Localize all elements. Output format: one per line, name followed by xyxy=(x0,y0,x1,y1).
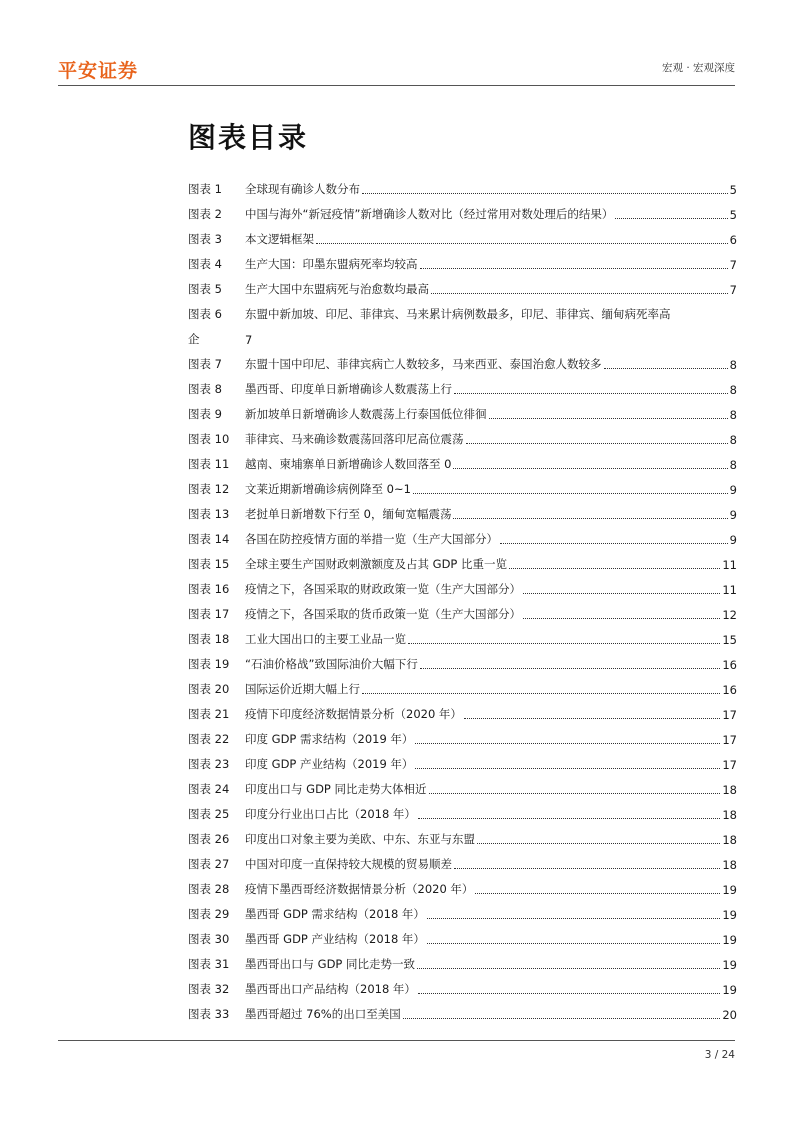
toc-text: 中国与海外“新冠疫情”新增确诊人数对比（经过常用对数处理后的结果） xyxy=(245,207,614,221)
toc-leader-dots xyxy=(413,492,728,494)
page-number: 3 / 24 xyxy=(704,1049,735,1061)
toc-label: 图表 14 xyxy=(188,532,230,546)
toc-page: 9 xyxy=(729,508,737,522)
toc-leader-dots xyxy=(427,942,720,944)
toc-text: 生产大国：印墨东盟病死率均较高 xyxy=(245,257,418,271)
toc-page: 9 xyxy=(729,533,737,547)
toc-page: 17 xyxy=(722,733,737,747)
toc-page: 16 xyxy=(722,683,737,697)
toc-entry[interactable] xyxy=(188,997,737,1022)
toc-leader-dots xyxy=(408,642,720,644)
toc-text: 新加坡单日新增确诊人数震荡上行泰国低位徘徊 xyxy=(245,407,487,421)
report-category: 宏观 · 宏观深度 xyxy=(661,62,735,74)
toc-leader-dots xyxy=(420,267,728,269)
toc-entry[interactable] xyxy=(188,922,737,947)
toc-page: 17 xyxy=(722,708,737,722)
toc-entry[interactable] xyxy=(188,172,737,197)
toc-text: 疫情下印度经济数据情景分析（2020 年） xyxy=(245,707,462,721)
toc-text: 东盟十国中印尼、菲律宾病亡人数较多，马来西亚、泰国治愈人数较多 xyxy=(245,357,602,371)
toc-leader-dots xyxy=(417,967,720,969)
toc-label: 图表 25 xyxy=(188,807,230,821)
toc-label: 图表 13 xyxy=(188,507,230,521)
toc-page: 15 xyxy=(722,633,737,647)
toc-entry[interactable] xyxy=(188,672,737,697)
toc-text: 疫情之下，各国采取的货币政策一览（生产大国部分） xyxy=(245,607,521,621)
toc-leader-dots xyxy=(431,292,728,294)
toc-leader-dots xyxy=(418,992,720,994)
toc-page: 8 xyxy=(729,358,737,372)
toc-page: 8 xyxy=(729,408,737,422)
toc-entry[interactable] xyxy=(188,747,737,772)
toc-text: 疫情下墨西哥经济数据情景分析（2020 年） xyxy=(245,882,474,896)
toc-text: “石油价格战”致国际油价大幅下行 xyxy=(245,657,418,671)
toc-page: 19 xyxy=(722,983,737,997)
toc-page: 18 xyxy=(722,783,737,797)
toc-leader-dots xyxy=(420,667,720,669)
toc-label: 图表 19 xyxy=(188,657,230,671)
toc-entry[interactable] xyxy=(188,847,737,872)
toc-label: 图表 31 xyxy=(188,957,230,971)
table-of-figures xyxy=(188,172,737,1022)
toc-text: 越南、柬埔寨单日新增确诊人数回落至 0 xyxy=(245,457,452,471)
toc-label: 图表 26 xyxy=(188,832,230,846)
toc-page: 19 xyxy=(722,958,737,972)
toc-text: 印度 GDP 产业结构（2019 年） xyxy=(245,757,414,771)
toc-leader-dots xyxy=(454,392,728,394)
toc-label: 图表 23 xyxy=(188,757,230,771)
toc-page: 8 xyxy=(729,433,737,447)
toc-text: 文莱近期新增确诊病例降至 0~1 xyxy=(245,482,411,496)
toc-text: 印度出口与 GDP 同比走势大体相近 xyxy=(245,782,427,796)
toc-label: 图表 18 xyxy=(188,632,230,646)
toc-page: 5 xyxy=(729,183,737,197)
toc-text: 墨西哥出口产品结构（2018 年） xyxy=(245,982,416,996)
toc-entry[interactable] xyxy=(188,347,737,372)
toc-entry[interactable] xyxy=(188,797,737,822)
toc-entry[interactable] xyxy=(188,622,737,647)
toc-page: 18 xyxy=(722,833,737,847)
toc-leader-dots xyxy=(415,767,720,769)
toc-entry[interactable] xyxy=(188,947,737,972)
toc-leader-dots xyxy=(316,242,728,244)
toc-label: 图表 11 xyxy=(188,457,230,471)
toc-entry[interactable] xyxy=(188,422,737,447)
toc-text: 生产大国中东盟病死与治愈数均最高 xyxy=(245,282,429,296)
toc-entry[interactable] xyxy=(188,772,737,797)
toc-leader-dots xyxy=(500,542,728,544)
toc-text: 墨西哥 GDP 产业结构（2018 年） xyxy=(245,932,425,946)
toc-label: 图表 15 xyxy=(188,557,230,571)
toc-text: 全球现有确诊人数分布 xyxy=(245,182,360,196)
toc-leader-dots xyxy=(415,742,720,744)
toc-leader-dots xyxy=(454,867,720,869)
toc-text: 菲律宾、马来确诊数震荡回落印尼高位震荡 xyxy=(245,432,464,446)
toc-text: 老挝单日新增数下行至 0，缅甸宽幅震荡 xyxy=(245,507,452,521)
toc-leader-dots xyxy=(429,792,721,794)
toc-text: 本文逻辑框架 xyxy=(245,232,314,246)
toc-text: 墨西哥出口与 GDP 同比走势一致 xyxy=(245,957,416,971)
toc-leader-dots xyxy=(453,467,727,469)
toc-entry[interactable] xyxy=(188,272,737,297)
toc-leader-dots xyxy=(362,192,728,194)
toc-entry[interactable] xyxy=(188,297,737,347)
toc-page: 7 xyxy=(245,333,253,347)
toc-entry[interactable] xyxy=(188,722,737,747)
toc-leader-dots xyxy=(604,367,728,369)
brand-logo: 平安证券 xyxy=(58,60,139,82)
toc-page: 19 xyxy=(722,933,737,947)
toc-label: 图表 33 xyxy=(188,1007,230,1021)
toc-label: 图表 9 xyxy=(188,407,222,421)
toc-label: 图表 3 xyxy=(188,232,222,246)
toc-entry[interactable] xyxy=(188,822,737,847)
toc-text: 中国对印度一直保持较大规模的贸易顺差 xyxy=(245,857,452,871)
toc-entry[interactable] xyxy=(188,597,737,622)
toc-leader-dots xyxy=(475,892,720,894)
header-divider xyxy=(58,85,735,86)
toc-text: 国际运价近期大幅上行 xyxy=(245,682,360,696)
footer-divider xyxy=(58,1040,735,1041)
toc-text: 工业大国出口的主要工业品一览 xyxy=(245,632,406,646)
toc-leader-dots xyxy=(477,842,720,844)
toc-label: 图表 20 xyxy=(188,682,230,696)
toc-label: 图表 6 xyxy=(188,307,222,321)
toc-leader-dots xyxy=(509,567,720,569)
toc-leader-dots xyxy=(489,417,728,419)
toc-page: 17 xyxy=(722,758,737,772)
toc-label: 图表 2 xyxy=(188,207,222,221)
toc-entry[interactable] xyxy=(188,197,737,222)
toc-entry[interactable] xyxy=(188,547,737,572)
toc-entry[interactable] xyxy=(188,472,737,497)
toc-page: 19 xyxy=(722,883,737,897)
toc-text: 各国在防控疫情方面的举措一览（生产大国部分） xyxy=(245,532,498,546)
toc-label: 图表 5 xyxy=(188,282,222,296)
toc-label: 图表 29 xyxy=(188,907,230,921)
toc-entry[interactable] xyxy=(188,572,737,597)
toc-label: 图表 7 xyxy=(188,357,222,371)
toc-entry[interactable] xyxy=(188,397,737,422)
toc-text: 印度分行业出口占比（2018 年） xyxy=(245,807,416,821)
toc-entry[interactable] xyxy=(188,447,737,472)
toc-page: 7 xyxy=(729,258,737,272)
toc-label: 图表 4 xyxy=(188,257,222,271)
toc-entry[interactable] xyxy=(188,897,737,922)
toc-label: 图表 24 xyxy=(188,782,230,796)
toc-label: 图表 8 xyxy=(188,382,222,396)
toc-leader-dots xyxy=(466,442,728,444)
toc-label: 图表 32 xyxy=(188,982,230,996)
toc-entry[interactable] xyxy=(188,697,737,722)
toc-text: 印度出口对象主要为美欧、中东、东亚与东盟 xyxy=(245,832,475,846)
toc-entry[interactable] xyxy=(188,972,737,997)
toc-text: 墨西哥超过 76%的出口至美国 xyxy=(245,1007,401,1021)
toc-label: 图表 10 xyxy=(188,432,230,446)
toc-entry[interactable] xyxy=(188,522,737,547)
toc-entry[interactable] xyxy=(188,247,737,272)
toc-label: 图表 21 xyxy=(188,707,230,721)
toc-label: 图表 16 xyxy=(188,582,230,596)
toc-page: 6 xyxy=(729,233,737,247)
toc-leader-dots xyxy=(403,1017,721,1019)
toc-entry[interactable] xyxy=(188,872,737,897)
toc-text: 印度 GDP 需求结构（2019 年） xyxy=(245,732,414,746)
toc-page: 8 xyxy=(729,383,737,397)
toc-leader-dots xyxy=(418,817,720,819)
toc-leader-dots xyxy=(523,592,720,594)
toc-entry[interactable] xyxy=(188,497,737,522)
toc-text: 东盟中新加坡、印尼、菲律宾、马来累计病例数最多，印尼、菲律宾、缅甸病死率高 xyxy=(245,307,671,321)
toc-entry[interactable] xyxy=(188,222,737,247)
toc-text-continued: 企 xyxy=(188,332,200,346)
toc-page: 11 xyxy=(722,583,737,597)
toc-page: 12 xyxy=(722,608,737,622)
toc-leader-dots xyxy=(523,617,720,619)
toc-page: 16 xyxy=(722,658,737,672)
toc-entry[interactable] xyxy=(188,647,737,672)
toc-label: 图表 27 xyxy=(188,857,230,871)
toc-page: 11 xyxy=(722,558,737,572)
page-title: 图表目录 xyxy=(188,121,309,154)
toc-page: 20 xyxy=(722,1008,737,1022)
toc-text: 墨西哥、印度单日新增确诊人数震荡上行 xyxy=(245,382,452,396)
toc-label: 图表 12 xyxy=(188,482,230,496)
toc-label: 图表 1 xyxy=(188,182,222,196)
toc-label: 图表 22 xyxy=(188,732,230,746)
toc-leader-dots xyxy=(453,517,727,519)
toc-text: 墨西哥 GDP 需求结构（2018 年） xyxy=(245,907,425,921)
toc-label: 图表 28 xyxy=(188,882,230,896)
toc-label: 图表 30 xyxy=(188,932,230,946)
toc-leader-dots xyxy=(464,717,720,719)
toc-leader-dots xyxy=(615,217,727,219)
toc-page: 19 xyxy=(722,908,737,922)
toc-entry[interactable] xyxy=(188,372,737,397)
toc-page: 18 xyxy=(722,808,737,822)
toc-page: 18 xyxy=(722,858,737,872)
toc-label: 图表 17 xyxy=(188,607,230,621)
toc-leader-dots xyxy=(362,692,720,694)
toc-text: 全球主要生产国财政刺激额度及占其 GDP 比重一览 xyxy=(245,557,508,571)
toc-page: 5 xyxy=(729,208,737,222)
toc-page: 9 xyxy=(729,483,737,497)
toc-leader-dots xyxy=(427,917,720,919)
toc-text: 疫情之下，各国采取的财政政策一览（生产大国部分） xyxy=(245,582,521,596)
toc-page: 7 xyxy=(729,283,737,297)
toc-page: 8 xyxy=(729,458,737,472)
